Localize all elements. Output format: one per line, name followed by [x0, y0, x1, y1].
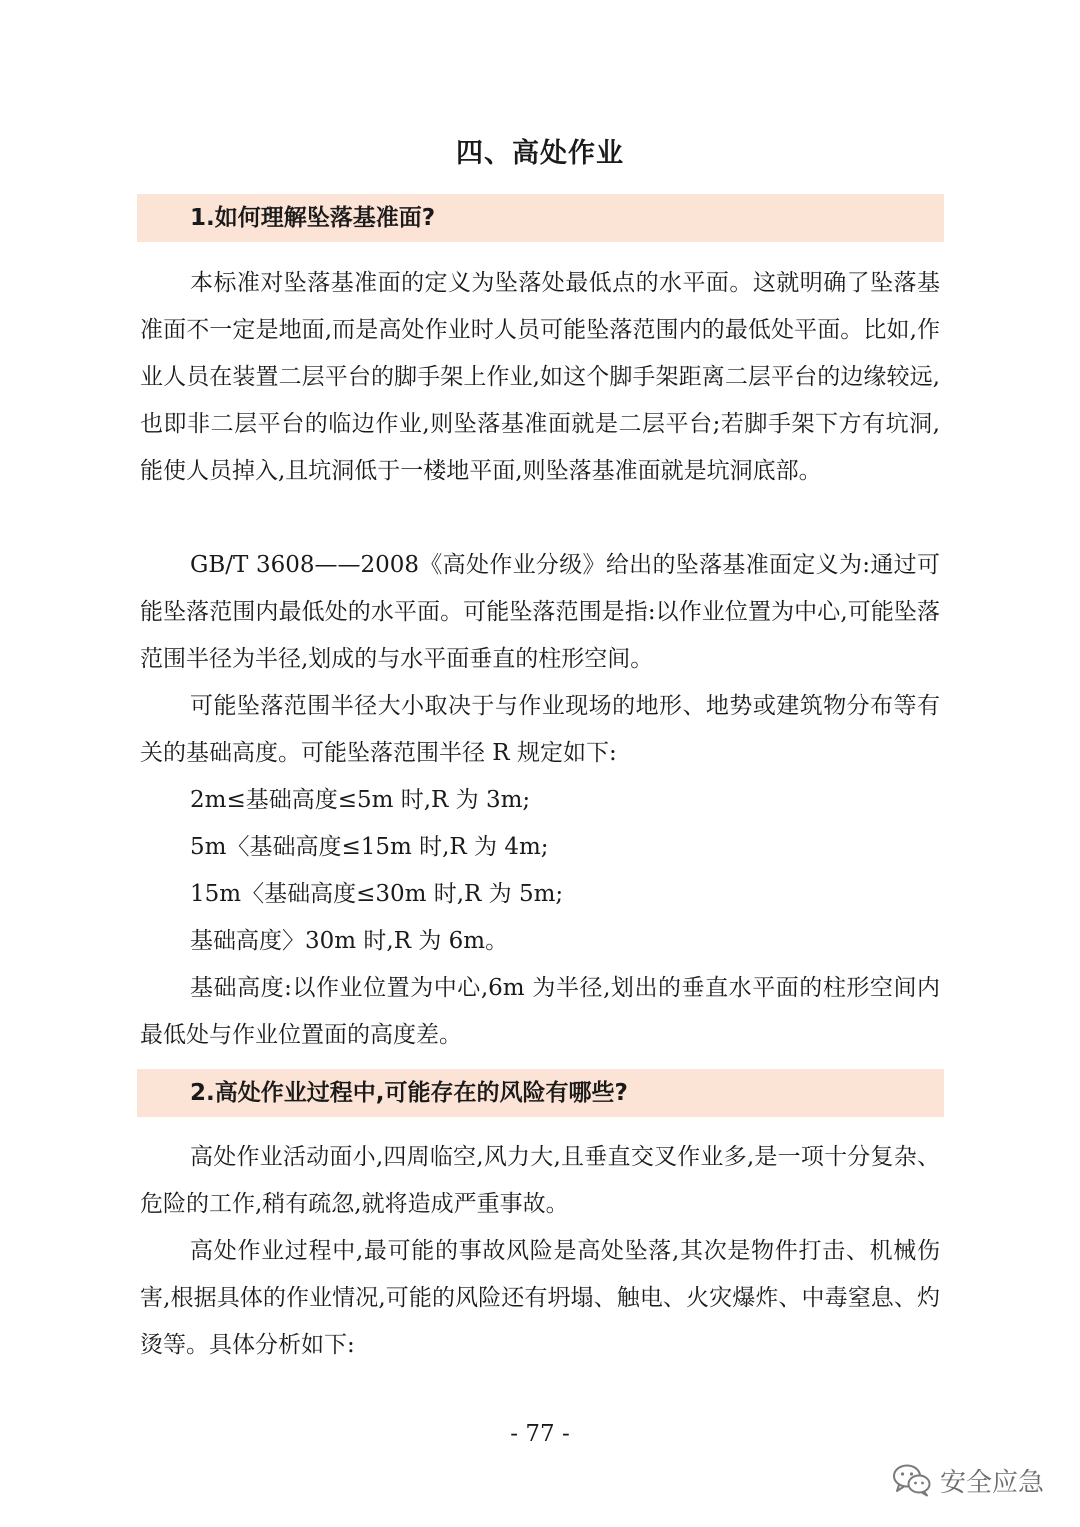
- section-heading: 1.如何理解坠落基准面?: [137, 194, 944, 242]
- paragraph: 高处作业活动面小,四周临空,风力大,且垂直交叉作业多,是一项十分复杂、危险的工作,稍有疏忽,就将造成严重事故。: [140, 1144, 940, 1217]
- paragraph: GB/T 3608——2008《高处作业分级》给出的坠落基准面定义为:通过可能坠落范围内最低处的水平面。可能坠落范围是指:以作业位置为中心,可能坠落范围半径为半径,划成的与水平面垂直的柱形空间。: [140, 552, 940, 672]
- paragraph: 基础高度:以作业位置为中心,6m 为半径,划出的垂直水平面的柱形空间内最低处与作业位置面的高度差。: [140, 975, 940, 1048]
- wechat-icon: [892, 1463, 932, 1497]
- list-item: 15m〈基础高度≤30m 时,R 为 5m;: [190, 881, 564, 907]
- list-item: 2m≤基础高度≤5m 时,R 为 3m;: [190, 787, 531, 813]
- list-item: 基础高度〉30m 时,R 为 6m。: [190, 928, 509, 954]
- list-item: 5m〈基础高度≤15m 时,R 为 4m;: [190, 834, 549, 860]
- paragraph: 本标准对坠落基准面的定义为坠落处最低点的水平面。这就明确了坠落基准面不一定是地面,而是高处作业时人员可能坠落范围内的最低处平面。比如,作业人员在装置二层平台的脚手架上作业,如这个脚手架距离二层平台的边缘较远,也即非二层平台的临边作业,则坠落基准面就是二层平台;若脚手架下方有坑洞,能使人员掉入,且坑洞低于一楼地平面,则坠落基准面就是坑洞底部。: [140, 270, 940, 484]
- page-number: - 77 -: [510, 1421, 570, 1447]
- watermark: [892, 1458, 1044, 1502]
- paragraph: 高处作业过程中,最可能的事故风险是高处坠落,其次是物件打击、机械伤害,根据具体的作业情况,可能的风险还有坍塌、触电、火灾爆炸、中毒窒息、灼烫等。具体分析如下:: [140, 1238, 940, 1358]
- page-title: 四、高处作业: [456, 138, 624, 169]
- watermark-text: 安全应急: [939, 1467, 1044, 1498]
- section-heading: 2.高处作业过程中,可能存在的风险有哪些?: [137, 1069, 944, 1117]
- paragraph: 可能坠落范围半径大小取决于与作业现场的地形、地势或建筑物分布等有关的基础高度。可能坠落范围半径 R 规定如下:: [140, 693, 940, 766]
